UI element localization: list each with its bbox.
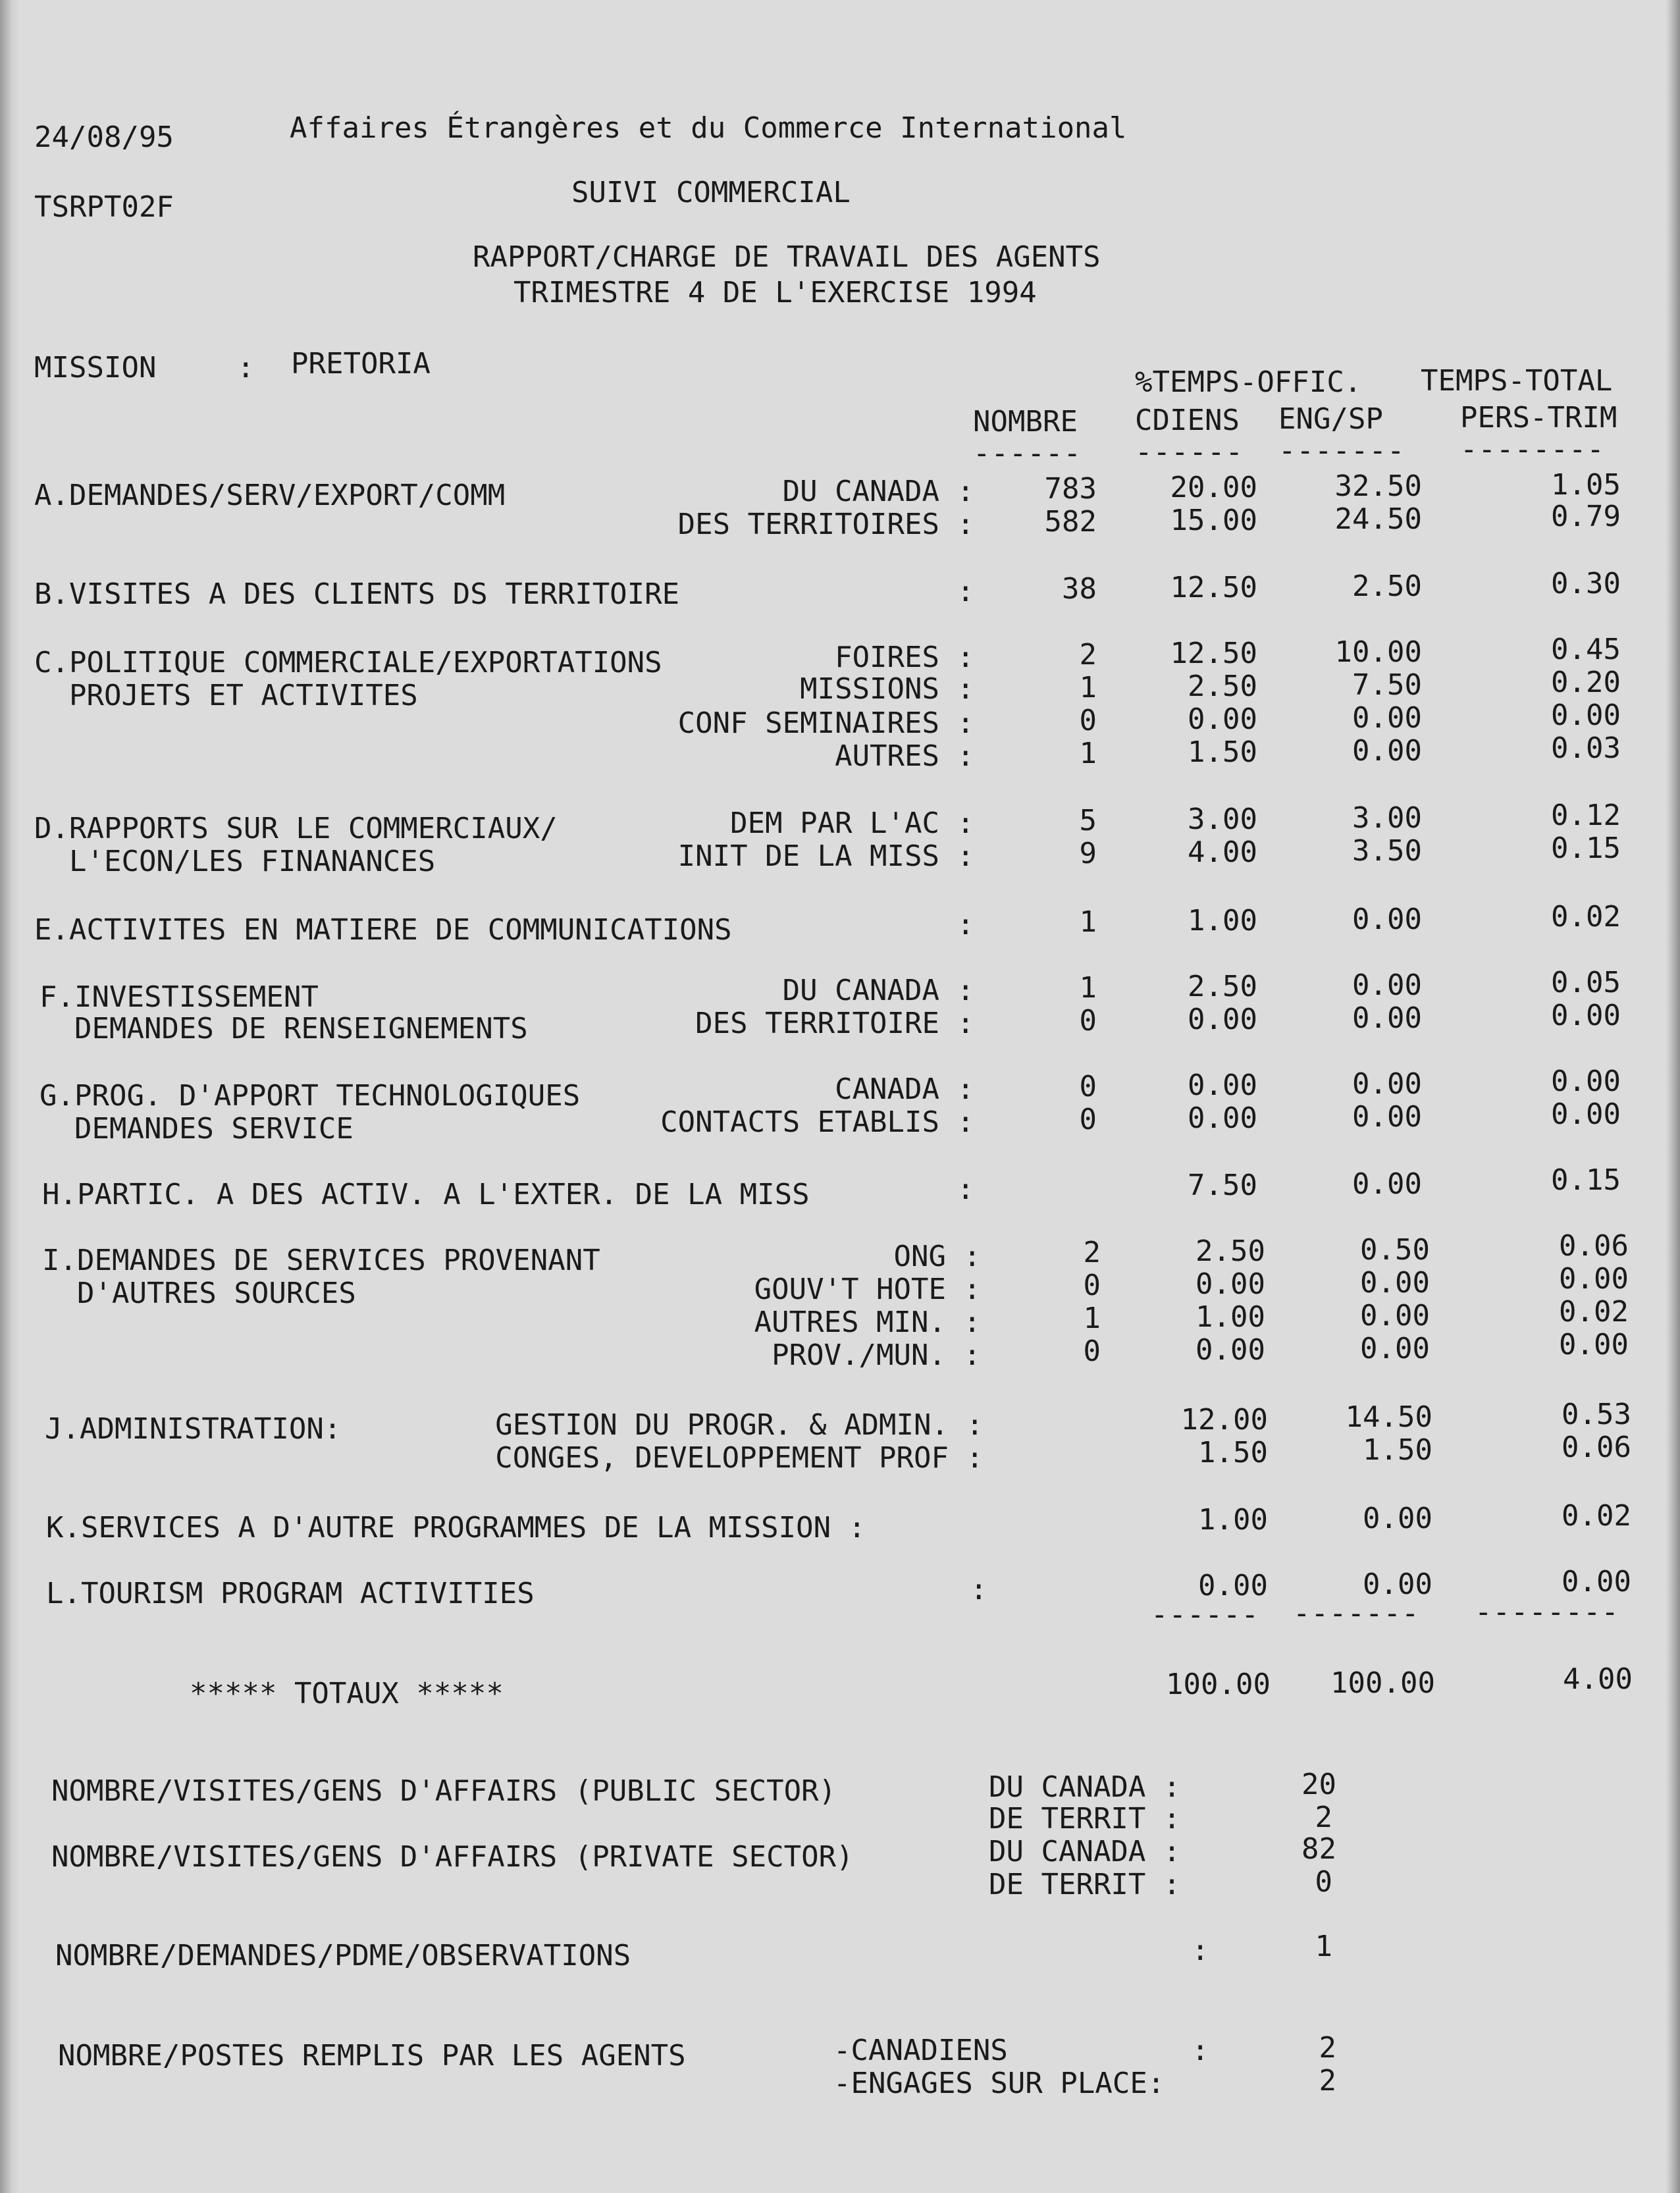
row-label: D'AUTRES SOURCES bbox=[42, 1277, 356, 1310]
row-nombre: 0 bbox=[1079, 1103, 1097, 1136]
row-cdiens: 1.50 bbox=[1198, 1436, 1268, 1469]
row-eng-sp: 0.00 bbox=[1360, 1299, 1430, 1333]
row-nombre: 9 bbox=[1079, 837, 1097, 870]
row-cdiens: 15.00 bbox=[1170, 504, 1257, 537]
column-header-nombre: NOMBRE bbox=[973, 405, 1078, 438]
row-nombre: 1 bbox=[1079, 971, 1097, 1005]
row-sublabel: AUTRES MIN. : bbox=[754, 1306, 981, 1339]
row-eng-sp: 0.00 bbox=[1352, 1001, 1422, 1035]
row-pers-trim: 0.79 bbox=[1551, 500, 1621, 533]
row-eng-sp: 0.00 bbox=[1352, 701, 1422, 735]
pdme-label: NOMBRE/DEMANDES/PDME/OBSERVATIONS bbox=[55, 1939, 631, 1972]
row-cdiens: 1.00 bbox=[1188, 904, 1257, 938]
row-pers-trim: 0.03 bbox=[1551, 731, 1621, 765]
row-cdiens: 0.00 bbox=[1188, 702, 1257, 736]
row-sublabel: CONF SEMINAIRES : bbox=[677, 706, 974, 740]
row-label: PROJETS ET ACTIVITES bbox=[34, 679, 418, 712]
pdme-separator: : bbox=[1192, 1934, 1209, 1967]
row-cdiens: 1.50 bbox=[1188, 735, 1257, 769]
row-eng-sp: 2.50 bbox=[1352, 569, 1422, 603]
row-nombre: 0 bbox=[1083, 1334, 1101, 1368]
row-sublabel: DU CANADA : bbox=[782, 475, 974, 508]
row-label: K.SERVICES A D'AUTRE PROGRAMMES DE LA MISSION : bbox=[46, 1511, 866, 1545]
column-header-cdiens: CDIENS bbox=[1135, 404, 1240, 437]
row-sublabel: FOIRES : bbox=[835, 641, 974, 674]
row-pers-trim: 0.30 bbox=[1551, 567, 1621, 600]
total-rule-eng-sp: ------- bbox=[1293, 1597, 1420, 1630]
column-rule-cdiens: ------ bbox=[1135, 435, 1244, 469]
column-header-pct-temps-offic: %TEMPS-OFFIC. bbox=[1135, 365, 1362, 399]
row-eng-sp: 0.50 bbox=[1360, 1233, 1430, 1267]
row-sublabel: DES TERRITOIRE : bbox=[695, 1007, 974, 1040]
postes-engages-value: 2 bbox=[1319, 2064, 1336, 2098]
row-pers-trim: 0.02 bbox=[1559, 1295, 1629, 1329]
row-sublabel: GOUV'T HOTE : bbox=[754, 1273, 981, 1306]
totals-cdiens: 100.00 bbox=[1166, 1668, 1271, 1701]
row-pers-trim: 0.15 bbox=[1551, 832, 1621, 865]
row-eng-sp: 10.00 bbox=[1334, 635, 1422, 669]
row-pers-trim: 0.00 bbox=[1559, 1262, 1629, 1296]
row-cdiens: 0.00 bbox=[1198, 1569, 1268, 1602]
row-eng-sp: 0.00 bbox=[1352, 1067, 1422, 1101]
row-nombre: 2 bbox=[1079, 638, 1097, 672]
row-label: D.RAPPORTS SUR LE COMMERCIAUX/ bbox=[34, 812, 558, 845]
row-eng-sp: 7.50 bbox=[1352, 668, 1422, 702]
total-rule-cdiens: ------ bbox=[1151, 1598, 1259, 1631]
column-rule-eng-sp: ------- bbox=[1278, 434, 1405, 467]
row-eng-sp: 1.50 bbox=[1363, 1433, 1432, 1467]
row-cdiens: 0.00 bbox=[1188, 1003, 1257, 1036]
row-pers-trim: 0.06 bbox=[1559, 1229, 1629, 1263]
row-nombre: 1 bbox=[1079, 905, 1097, 939]
column-header-temps-total: TEMPS-TOTAL bbox=[1421, 364, 1613, 398]
visits-sublabel: DE TERRIT : bbox=[989, 1868, 1181, 1901]
row-eng-sp: 0.00 bbox=[1352, 734, 1422, 768]
row-nombre: 783 bbox=[1044, 472, 1097, 506]
total-rule-pers-trim: -------- bbox=[1475, 1595, 1619, 1629]
row-label: L.TOURISM PROGRAM ACTIVITIES bbox=[46, 1577, 535, 1610]
row-cdiens: 1.00 bbox=[1198, 1503, 1268, 1537]
postes-engages-label: -ENGAGES SUR PLACE: bbox=[833, 2067, 1165, 2100]
row-sublabel: DEM PAR L'AC : bbox=[730, 806, 974, 840]
report-date: 24/08/95 bbox=[34, 120, 174, 154]
row-cdiens: 12.50 bbox=[1170, 637, 1257, 670]
row-nombre: 2 bbox=[1083, 1236, 1101, 1269]
row-cdiens: 0.00 bbox=[1195, 1267, 1265, 1301]
row-cdiens: 1.00 bbox=[1195, 1300, 1265, 1334]
row-pers-trim: 0.06 bbox=[1562, 1431, 1631, 1464]
row-eng-sp: 0.00 bbox=[1363, 1568, 1432, 1601]
row-label: G.PROG. D'APPORT TECHNOLOGIQUES bbox=[39, 1079, 581, 1113]
row-pers-trim: 0.02 bbox=[1551, 900, 1621, 934]
visits-sublabel: DU CANADA : bbox=[989, 1770, 1181, 1804]
row-pers-trim: 0.02 bbox=[1562, 1499, 1631, 1533]
row-sublabel: CONTACTS ETABLIS : bbox=[660, 1105, 974, 1139]
row-label: A.DEMANDES/SERV/EXPORT/COMM bbox=[34, 479, 506, 512]
row-eng-sp: 24.50 bbox=[1334, 502, 1422, 536]
visits-label: NOMBRE/VISITES/GENS D'AFFAIRS (PRIVATE SECTOR) bbox=[51, 1840, 854, 1874]
row-label: E.ACTIVITES EN MATIERE DE COMMUNICATIONS bbox=[34, 913, 732, 947]
totals-label: ***** TOTAUX ***** bbox=[190, 1677, 504, 1710]
row-cdiens: 4.00 bbox=[1188, 835, 1257, 869]
row-cdiens: 20.00 bbox=[1170, 471, 1257, 504]
row-nombre: 0 bbox=[1079, 704, 1097, 737]
row-nombre: 1 bbox=[1079, 737, 1097, 770]
row-eng-sp: 3.50 bbox=[1352, 834, 1422, 868]
totals-eng-sp: 100.00 bbox=[1330, 1666, 1435, 1700]
row-pers-trim: 0.00 bbox=[1551, 1097, 1621, 1131]
report-title-line1: RAPPORT/CHARGE DE TRAVAIL DES AGENTS bbox=[473, 240, 1101, 274]
row-cdiens: 7.50 bbox=[1188, 1169, 1257, 1202]
row-cdiens: 12.50 bbox=[1170, 571, 1257, 604]
row-sublabel: MISSIONS : bbox=[800, 672, 974, 706]
column-rule-nombre: ------ bbox=[973, 436, 1082, 470]
row-nombre: 1 bbox=[1079, 671, 1097, 704]
row-sublabel: AUTRES : bbox=[835, 739, 974, 773]
mission-separator: : bbox=[237, 351, 255, 384]
row-sublabel: CANADA : bbox=[835, 1072, 974, 1106]
row-pers-trim: 0.53 bbox=[1562, 1398, 1631, 1431]
totals-pers-trim: 4.00 bbox=[1563, 1662, 1633, 1696]
postes-label: NOMBRE/POSTES REMPLIS PAR LES AGENTS bbox=[58, 2039, 686, 2073]
row-nombre: 5 bbox=[1079, 804, 1097, 837]
row-cdiens: 0.00 bbox=[1188, 1101, 1257, 1135]
row-eng-sp: 0.00 bbox=[1360, 1332, 1430, 1365]
row-cdiens: 0.00 bbox=[1188, 1069, 1257, 1102]
row-sublabel: : bbox=[957, 1173, 974, 1206]
row-nombre: 0 bbox=[1079, 1070, 1097, 1103]
page-shadow-left bbox=[0, 0, 20, 2193]
visits-sublabel: DE TERRIT : bbox=[989, 1802, 1181, 1836]
row-eng-sp: 14.50 bbox=[1345, 1400, 1432, 1434]
report-title-line2: TRIMESTRE 4 DE L'EXERCISE 1994 bbox=[513, 276, 1037, 309]
row-label: J.ADMINISTRATION: bbox=[45, 1412, 342, 1446]
row-eng-sp: 0.00 bbox=[1352, 1100, 1422, 1134]
row-label: L'ECON/LES FINANANCES bbox=[34, 845, 436, 878]
row-eng-sp: 0.00 bbox=[1360, 1266, 1430, 1300]
row-eng-sp: 0.00 bbox=[1352, 968, 1422, 1002]
row-label: DEMANDES DE RENSEIGNEMENTS bbox=[39, 1012, 528, 1045]
column-header-pers-trim: PERS-TRIM bbox=[1460, 401, 1617, 435]
row-sublabel: : bbox=[957, 908, 974, 941]
row-eng-sp: 3.00 bbox=[1352, 801, 1422, 835]
column-rule-pers-trim: -------- bbox=[1460, 433, 1605, 466]
row-cdiens: 12.00 bbox=[1180, 1403, 1268, 1437]
row-pers-trim: 1.05 bbox=[1551, 468, 1621, 502]
row-nombre: 0 bbox=[1079, 1004, 1097, 1038]
row-label: H.PARTIC. A DES ACTIV. A L'EXTER. DE LA MISS bbox=[42, 1178, 810, 1211]
visits-value: 2 bbox=[1315, 1801, 1332, 1834]
pdme-value: 1 bbox=[1315, 1930, 1332, 1963]
row-eng-sp: 0.00 bbox=[1363, 1502, 1432, 1535]
row-sublabel: PROV./MUN. : bbox=[772, 1338, 981, 1372]
page-shadow-right bbox=[1666, 0, 1680, 2193]
row-nombre: 0 bbox=[1083, 1269, 1101, 1302]
row-pers-trim: 0.00 bbox=[1551, 999, 1621, 1032]
row-pers-trim: 0.12 bbox=[1551, 799, 1621, 832]
row-sublabel: ONG : bbox=[893, 1240, 981, 1273]
row-nombre: 1 bbox=[1083, 1302, 1101, 1335]
row-pers-trim: 0.45 bbox=[1551, 633, 1621, 666]
row-eng-sp: 0.00 bbox=[1352, 903, 1422, 936]
row-eng-sp: 0.00 bbox=[1352, 1167, 1422, 1201]
row-sublabel: : bbox=[970, 1573, 987, 1606]
row-sublabel: DES TERRITOIRES : bbox=[677, 508, 974, 541]
report-code: TSRPT02F bbox=[34, 190, 174, 224]
mission-label: MISSION bbox=[34, 351, 157, 384]
row-pers-trim: 0.00 bbox=[1551, 699, 1621, 732]
postes-canadiens-value: 2 bbox=[1319, 2031, 1336, 2065]
row-cdiens: 2.50 bbox=[1188, 670, 1257, 703]
row-label: I.DEMANDES DE SERVICES PROVENANT bbox=[42, 1244, 600, 1277]
row-label: F.INVESTISSEMENT bbox=[39, 980, 319, 1014]
row-pers-trim: 0.20 bbox=[1551, 666, 1621, 699]
postes-canadiens-label: -CANADIENS bbox=[833, 2034, 1008, 2067]
visits-value: 20 bbox=[1301, 1768, 1336, 1801]
row-sublabel: INIT DE LA MISS : bbox=[677, 839, 974, 873]
row-pers-trim: 0.15 bbox=[1551, 1163, 1621, 1197]
column-header-eng-sp: ENG/SP bbox=[1278, 402, 1383, 436]
visits-sublabel: DU CANADA : bbox=[989, 1835, 1181, 1868]
row-sublabel: : bbox=[957, 575, 974, 608]
visits-value: 82 bbox=[1301, 1832, 1336, 1866]
row-sublabel: GESTION DU PROGR. & ADMIN. : bbox=[495, 1408, 984, 1442]
row-pers-trim: 0.00 bbox=[1559, 1328, 1629, 1361]
row-pers-trim: 0.00 bbox=[1551, 1065, 1621, 1098]
row-label: B.VISITES A DES CLIENTS DS TERRITOIRE bbox=[34, 577, 680, 611]
visits-value: 0 bbox=[1315, 1865, 1332, 1899]
visits-label: NOMBRE/VISITES/GENS D'AFFAIRS (PUBLIC SECTOR) bbox=[51, 1774, 837, 1808]
system-name: SUIVI COMMERCIAL bbox=[571, 176, 851, 209]
postes-canadiens-separator: : bbox=[1192, 2034, 1209, 2067]
row-pers-trim: 0.00 bbox=[1562, 1565, 1631, 1599]
row-cdiens: 2.50 bbox=[1195, 1234, 1265, 1268]
row-nombre: 38 bbox=[1062, 572, 1097, 606]
row-label: DEMANDES SERVICE bbox=[39, 1112, 354, 1146]
row-eng-sp: 32.50 bbox=[1334, 469, 1422, 503]
row-nombre: 582 bbox=[1044, 505, 1097, 539]
row-label: C.POLITIQUE COMMERCIALE/EXPORTATIONS bbox=[34, 646, 662, 679]
row-cdiens: 0.00 bbox=[1195, 1333, 1265, 1367]
row-pers-trim: 0.05 bbox=[1551, 966, 1621, 999]
department-name: Affaires Étrangères et du Commerce International bbox=[290, 111, 1127, 145]
row-sublabel: DU CANADA : bbox=[782, 974, 974, 1007]
row-cdiens: 2.50 bbox=[1188, 970, 1257, 1003]
row-sublabel: CONGES, DEVELOPPEMENT PROF : bbox=[495, 1441, 984, 1475]
row-cdiens: 3.00 bbox=[1188, 803, 1257, 836]
mission-value: PRETORIA bbox=[291, 347, 431, 381]
